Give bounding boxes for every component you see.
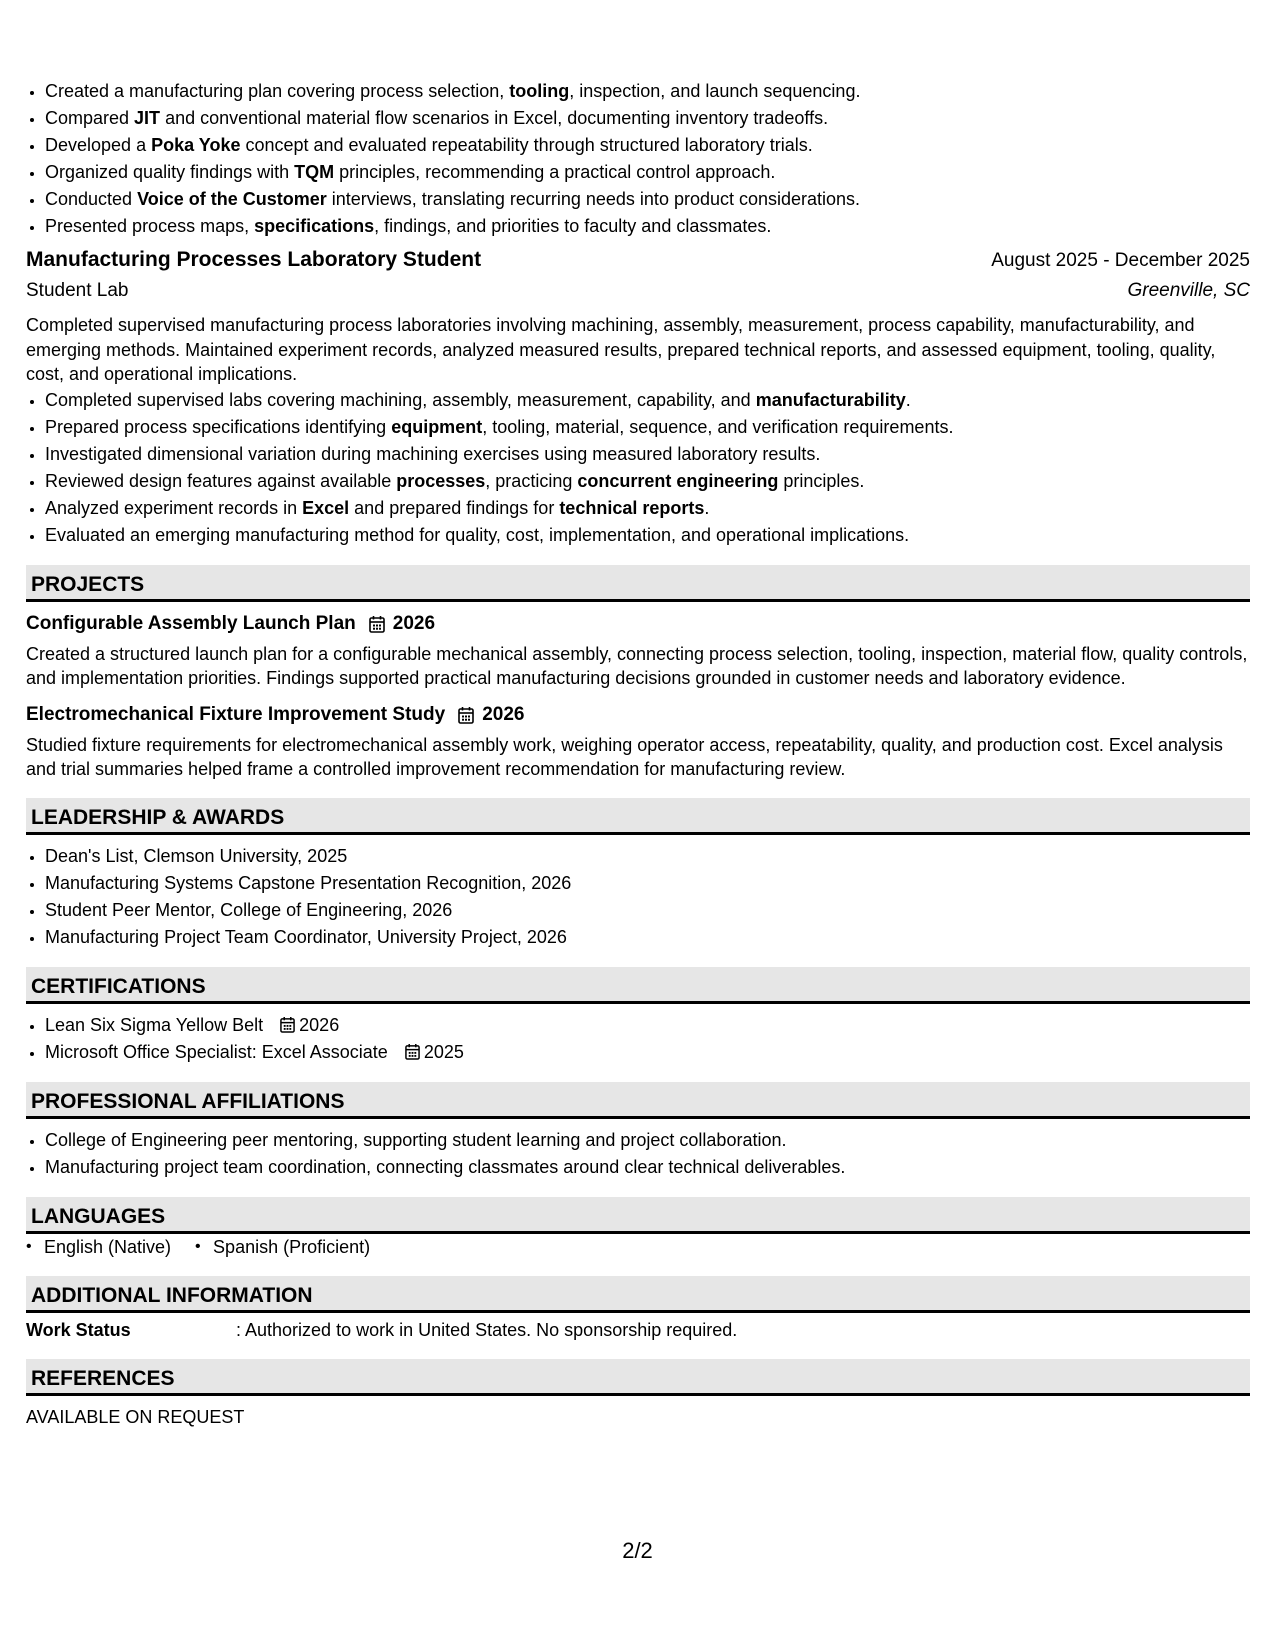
leadership-list bbox=[26, 843, 1250, 951]
section-title: ADDITIONAL INFORMATION bbox=[31, 1283, 313, 1307]
bold-text: equipment bbox=[391, 416, 483, 437]
references-text: AVAILABLE ON REQUEST bbox=[26, 1406, 245, 1427]
list-item bbox=[45, 468, 1250, 495]
bold-text: processes bbox=[396, 470, 486, 491]
job-entry bbox=[26, 245, 1250, 549]
text: concept and evaluated repeatability through structured laboratory trials. bbox=[240, 135, 813, 155]
bold-text: specifications bbox=[254, 216, 375, 236]
text: , findings, and priorities to faculty and classmates. bbox=[374, 216, 772, 236]
text: and prepared findings for bbox=[349, 497, 560, 518]
project-description: Created a structured launch plan for a configurable mechanical assembly, connecting process selection, tooling, inspection, material flow, quality controls, and implementation priorities. Findings supported practical manufacturing decisions grounded in customer needs and laboratory evidence. bbox=[26, 643, 1248, 688]
section-additional bbox=[26, 1276, 1250, 1313]
job-location: Greenville, SC bbox=[1127, 280, 1250, 301]
projects-list bbox=[26, 610, 1250, 782]
list-item bbox=[45, 105, 1250, 132]
certification-name: Lean Six Sigma Yellow Belt bbox=[45, 1014, 264, 1035]
job-bullets bbox=[26, 387, 1250, 549]
project-year: 2026 bbox=[392, 612, 436, 634]
text: Evaluated an emerging manufacturing method for quality, cost, implementation, and operational implications. bbox=[45, 524, 910, 545]
bold-text: concurrent engineering bbox=[577, 470, 779, 491]
resume-page bbox=[26, 78, 1250, 1430]
job-organization: Student Lab bbox=[26, 280, 129, 301]
list-item bbox=[45, 1039, 1250, 1066]
list-item bbox=[45, 213, 1250, 240]
calendar-icon bbox=[405, 1043, 420, 1060]
calendar-icon bbox=[458, 706, 474, 724]
text: . bbox=[704, 497, 710, 518]
section-title: PROJECTS bbox=[31, 572, 145, 596]
section-references bbox=[26, 1359, 1250, 1396]
list-item: • Student Peer Mentor, College of Engineering, 2026 bbox=[45, 897, 1250, 924]
intro-bullets bbox=[26, 78, 1250, 240]
list-item bbox=[45, 186, 1250, 213]
languages-list bbox=[26, 1234, 1250, 1260]
list-item: • Manufacturing Systems Capstone Presentation Recognition, 2026 bbox=[45, 870, 1250, 897]
list-item: • Dean's List, Clemson University, 2025 bbox=[45, 843, 1250, 870]
section-title: LANGUAGES bbox=[31, 1204, 166, 1228]
bold-text: tooling bbox=[509, 81, 570, 101]
bold-text: technical reports bbox=[559, 497, 705, 518]
text: , practicing bbox=[485, 470, 578, 491]
section-leadership bbox=[26, 798, 1250, 835]
text: Created a manufacturing plan covering process selection, bbox=[45, 81, 510, 101]
text: , tooling, material, sequence, and verification requirements. bbox=[482, 416, 954, 437]
section-title: LEADERSHIP & AWARDS bbox=[31, 805, 285, 829]
list-item: • College of Engineering peer mentoring, supporting student learning and project collaboration. bbox=[45, 1127, 1250, 1154]
page-number: 2/2 bbox=[622, 1538, 653, 1563]
list-item bbox=[45, 522, 1250, 549]
text: Conducted bbox=[45, 189, 138, 209]
language-item: • Spanish (Proficient) bbox=[195, 1234, 370, 1260]
certifications-list bbox=[26, 1012, 1250, 1066]
text: Completed supervised labs covering machining, assembly, measurement, capability, and bbox=[45, 389, 756, 410]
list-item bbox=[45, 159, 1250, 186]
section-certifications bbox=[26, 967, 1250, 1004]
text: Reviewed design features against available bbox=[45, 470, 397, 491]
text: principles. bbox=[778, 470, 865, 491]
text: Investigated dimensional variation during machining exercises using measured laboratory results. bbox=[45, 443, 821, 464]
section-projects bbox=[26, 565, 1250, 602]
text: Organized quality findings with bbox=[45, 162, 295, 182]
work-status-row bbox=[26, 1317, 1250, 1343]
list-item bbox=[45, 441, 1250, 468]
list-item bbox=[45, 132, 1250, 159]
job-summary: Completed supervised manufacturing process laboratories involving machining, assembly, measurement, process capability, manufacturability, and emerging methods. Maintained experiment records, analyzed measured results, prepared technical reports, and assessed equipment, tooling, quality, cost, and operational implications. bbox=[26, 315, 1216, 384]
job-title: Manufacturing Processes Laboratory Student bbox=[26, 248, 482, 271]
calendar-icon bbox=[280, 1016, 295, 1033]
list-item: • Manufacturing project team coordination, connecting classmates around clear technical deliverables. bbox=[45, 1154, 1250, 1181]
list-item bbox=[45, 387, 1250, 414]
list-item bbox=[45, 495, 1250, 522]
text: principles, recommending a practical control approach. bbox=[334, 162, 776, 182]
project-item bbox=[26, 701, 1250, 782]
project-year: 2026 bbox=[482, 703, 525, 725]
project-title: Configurable Assembly Launch Plan bbox=[26, 612, 356, 634]
bold-text: TQM bbox=[294, 162, 335, 182]
work-status-value: : Authorized to work in United States. No sponsorship required. bbox=[236, 1319, 738, 1340]
text: and conventional material flow scenarios in Excel, documenting inventory tradeoffs. bbox=[160, 108, 829, 128]
section-affiliations bbox=[26, 1082, 1250, 1119]
bold-text: manufacturability bbox=[755, 389, 906, 410]
list-item bbox=[45, 78, 1250, 105]
section-languages bbox=[26, 1197, 1250, 1234]
certification-name: Microsoft Office Specialist: Excel Associate bbox=[45, 1041, 388, 1062]
text: Analyzed experiment records in bbox=[45, 497, 303, 518]
bold-text: Excel bbox=[302, 497, 350, 518]
affiliations-list bbox=[26, 1127, 1250, 1181]
section-title: REFERENCES bbox=[31, 1366, 175, 1390]
list-item bbox=[45, 414, 1250, 441]
text: , inspection, and launch sequencing. bbox=[569, 81, 861, 101]
work-status-label: Work Status bbox=[26, 1319, 131, 1340]
text: Prepared process specifications identifying bbox=[45, 416, 392, 437]
job-dates: August 2025 - December 2025 bbox=[991, 250, 1250, 271]
certification-year: 2026 bbox=[299, 1014, 340, 1035]
section-title: PROFESSIONAL AFFILIATIONS bbox=[31, 1089, 345, 1113]
bold-text: JIT bbox=[134, 108, 161, 128]
text: interviews, translating recurring needs into product considerations. bbox=[326, 189, 861, 209]
project-description: Studied fixture requirements for electromechanical assembly work, weighing operator access, repeatability, quality, and production cost. Excel analysis and trial summaries helped frame a controlled improvement recommendation for manufacturing review. bbox=[26, 734, 1223, 779]
project-item bbox=[26, 610, 1250, 691]
text: Developed a bbox=[45, 135, 152, 155]
text: Compared bbox=[45, 108, 135, 128]
project-title: Electromechanical Fixture Improvement Study bbox=[26, 703, 446, 725]
bold-text: Voice of the Customer bbox=[137, 189, 327, 209]
calendar-icon bbox=[369, 615, 385, 633]
language-item: • English (Native) bbox=[26, 1234, 171, 1260]
text: . bbox=[905, 389, 911, 410]
bold-text: Poka Yoke bbox=[151, 135, 241, 155]
list-item: • Manufacturing Project Team Coordinator, University Project, 2026 bbox=[45, 924, 1250, 951]
certification-year: 2025 bbox=[423, 1041, 464, 1062]
list-item bbox=[45, 1012, 1250, 1039]
section-title: CERTIFICATIONS bbox=[31, 974, 206, 998]
text: Presented process maps, bbox=[45, 216, 255, 236]
